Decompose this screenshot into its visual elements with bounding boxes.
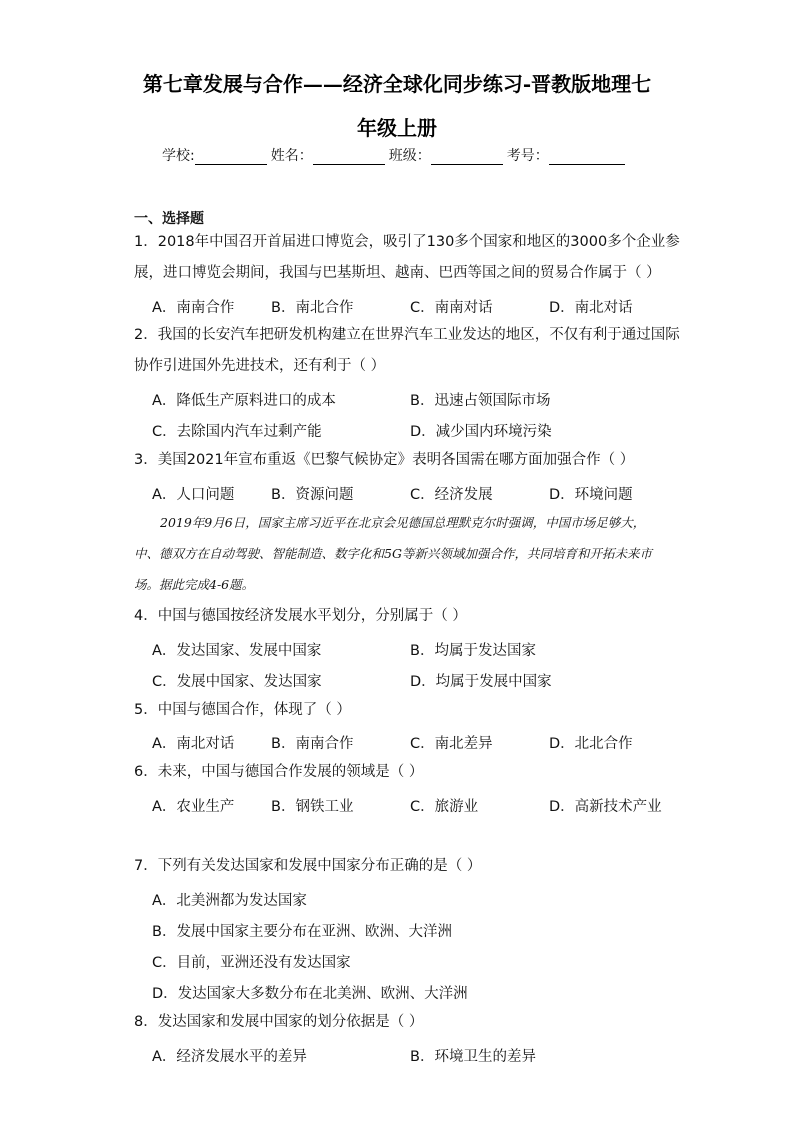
question-2-line1: 2．我国的长安汽车把研发机构建立在世界汽车工业发达的地区，不仅有利于通过国际 — [134, 327, 680, 343]
q1-option-a: A．南南合作 — [152, 300, 235, 316]
q5-option-c: C．南北差异 — [410, 736, 493, 752]
question-8-line1: 8．发达国家和发展中国家的划分依据是（ ） — [134, 1014, 424, 1030]
name-label: 姓名： — [270, 148, 313, 164]
q4-option-d: D．均属于发展中国家 — [410, 674, 552, 690]
q7-option-c: C．目前，亚洲还没有发达国家 — [152, 955, 351, 971]
school-label: 学校: — [162, 148, 195, 164]
q1-option-b: B．南北合作 — [271, 300, 354, 316]
q2-option-b: B．迅速占领国际市场 — [410, 393, 551, 409]
q8-option-b: B．环境卫生的差异 — [410, 1049, 536, 1065]
q3-option-b: B．资源问题 — [271, 487, 354, 503]
question-2-line2: 协作引进国外先进技术，还有利于（ ） — [134, 358, 386, 374]
reading-passage: 2019年9月6日，国家主席习近平在北京会见德国总理默克尔时强调，中国市场足够大，中、德双方在自动驾驶、智能制造、数字化和5G等新兴领域加强合作，共同培育和开拓未来市场。据此完成4-6题。 — [134, 515, 652, 592]
q6-option-c: C．旅游业 — [410, 799, 479, 815]
class-blank — [431, 150, 503, 165]
question-7-line1: 7．下列有关发达国家和发展中国家分布正确的是（ ） — [134, 858, 482, 874]
q5-option-a: A．南北对话 — [152, 736, 235, 752]
q4-option-c: C．发展中国家、发达国家 — [152, 674, 322, 690]
q7-option-d: D．发达国家大多数分布在北美洲、欧洲、大洋洲 — [152, 986, 468, 1002]
q2-option-a: A．降低生产原料进口的成本 — [152, 393, 336, 409]
document-title-line1: 第七章发展与合作——经济全球化同步练习-晋教版地理七 — [142, 72, 652, 96]
question-1-line1: 1．2018年中国召开首届进口博览会，吸引了130多个国家和地区的3000多个企业参 — [134, 234, 680, 250]
q2-option-d: D．减少国内环境污染 — [410, 424, 552, 440]
student-info-line — [162, 145, 629, 165]
q3-option-a: A．人口问题 — [152, 487, 235, 503]
q1-option-d: D．南北对话 — [549, 300, 633, 316]
question-5-line1: 5．中国与德国合作，体现了（ ） — [134, 702, 351, 718]
question-1-line2: 展，进口博览会期间，我国与巴基斯坦、越南、巴西等国之间的贸易合作属于（ ） — [134, 265, 661, 281]
question-4-line1: 4．中国与德国按经济发展水平划分，分别属于（ ） — [134, 608, 467, 624]
document-title-line2: 年级上册 — [357, 116, 437, 140]
q2-option-c: C．去除国内汽车过剩产能 — [152, 424, 322, 440]
question-3-line1: 3．美国2021年宣布重返《巴黎气候协定》表明各国需在哪方面加强合作（ ） — [134, 452, 635, 468]
section-heading: 一、选择题 — [134, 211, 204, 227]
q5-option-b: B．南南合作 — [271, 736, 354, 752]
question-6-line1: 6．未来，中国与德国合作发展的领域是（ ） — [134, 764, 424, 780]
number-label: 考号： — [506, 148, 549, 164]
number-blank — [549, 150, 625, 165]
q6-option-a: A．农业生产 — [152, 799, 235, 815]
class-label: 班级： — [388, 148, 431, 164]
school-blank — [195, 150, 267, 165]
q8-option-a: A．经济发展水平的差异 — [152, 1049, 307, 1065]
q7-option-a: A．北美洲都为发达国家 — [152, 893, 307, 909]
q7-option-b: B．发展中国家主要分布在亚洲、欧洲、大洋洲 — [152, 924, 452, 940]
q5-option-d: D．北北合作 — [549, 736, 633, 752]
q6-option-d: D．高新技术产业 — [549, 799, 662, 815]
name-blank — [313, 150, 385, 165]
q4-option-b: B．均属于发达国家 — [410, 643, 536, 659]
q3-option-d: D．环境问题 — [549, 487, 633, 503]
q3-option-c: C．经济发展 — [410, 487, 493, 503]
q1-option-c: C．南南对话 — [410, 300, 493, 316]
q6-option-b: B．钢铁工业 — [271, 799, 354, 815]
q4-option-a: A．发达国家、发展中国家 — [152, 643, 322, 659]
